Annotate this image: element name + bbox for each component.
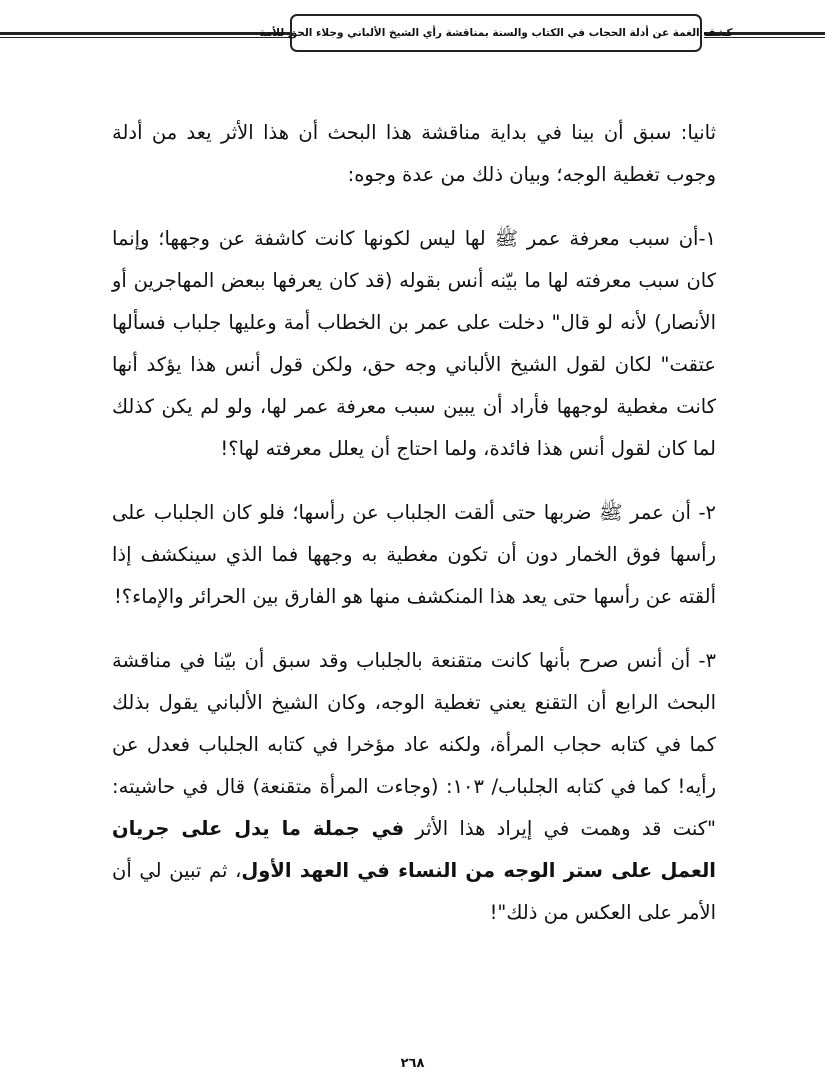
paragraph-point-3-bold-quote: في جملة ما يدل على جريان العمل على ستر الوجه من النساء في العهد الأول: [112, 817, 716, 882]
paragraph-point-3-text-end: ، ثم تبين لي أن الأمر على العكس من ذلك"!: [112, 859, 716, 924]
paragraph-point-2: ٢- أن عمر ﷺ ضربها حتى ألقت الجلباب عن رأسها؛ فلو كان الجلباب على رأسها فوق الخمار دون أن تكون مغطية به وجهها فما الذي سينكشف إذا ألقته عن رأسها حتى يعد هذا المنكشف منها هو الفارق بين الحرائر والإماء؟!: [112, 501, 716, 608]
paragraph-point-1: ١-أن سبب معرفة عمر ﷺ لها ليس لكونها كانت كاشفة عن وجهها؛ وإنما كان سبب معرفته لها ما بيّنه أنس بقوله (قد كان يعرفها ببعض المهاجرين أو الأنصار) لأنه لو قال" دخلت على عمر بن الخطاب أمة وعليها جلباب فسألها عتقت" لكان لقول الشيخ الألباني وجه حق، ولكن قول أنس هذا يؤكد أنها كانت مغطية لوجهها فأراد أن يبين سبب معرفة عمر لها، ولو لم يكن كذلك لما كان لقول أنس هذا فائدة، ولما احتاج أن يعلل معرفته لها؟!: [112, 227, 716, 460]
page-number: ٢٦٨: [400, 1056, 425, 1071]
page-body: [112, 112, 716, 956]
header-rule-left: [0, 32, 290, 35]
running-header: [259, 14, 733, 52]
paragraph-intro: ثانيا: سبق أن بينا في بداية مناقشة هذا البحث أن هذا الأثر يعد من أدلة وجوب تغطية الوجه؛ وبيان ذلك من عدة وجوه:: [112, 121, 716, 186]
running-header-title: كشف الغمة عن أدلة الحجاب في الكتاب والسنة بمناقشة رأي الشيخ الألباني وجلاء الحق للأمة: [259, 27, 733, 39]
header-rule-left-thin: [0, 37, 290, 38]
paragraph-point-3-text: ٣- أن أنس صرح بأنها كانت متقنعة بالجلباب وقد سبق أن بيّنا في مناقشة البحث الرابع أن التقنع يعني تغطية الوجه، وكان الشيخ الألباني يقول بذلك كما في كتابه حجاب المرأة، ولكنه عاد مؤخرا في كتابه الجلباب فعدل عن رأيه! كما في كتابه الجلباب/ ١٠٣: (وجاءت المرأة متقنعة) قال في حاشيته: "كنت قد وهمت في إيراد هذا الأثر: [112, 649, 717, 840]
paragraph-point-3: [112, 640, 716, 934]
